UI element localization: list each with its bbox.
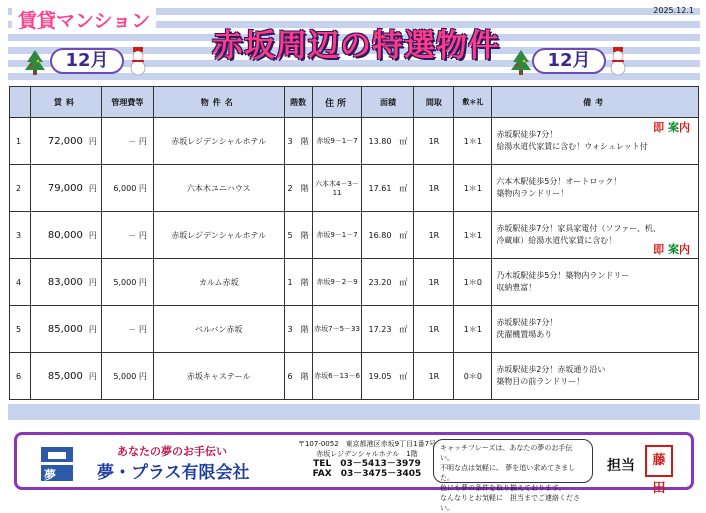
company-logo-icon — [41, 447, 73, 481]
table-row — [10, 353, 699, 400]
notes-line-1: 赤坂駅徒歩7分！ — [496, 130, 558, 139]
category-label: 賃貸マンション — [12, 6, 156, 33]
company-name: 夢・プラス有限会社 — [97, 463, 250, 483]
header-mgmt-fee: 管理費等 — [101, 87, 153, 118]
address-cell: 赤坂9－2－9 — [312, 259, 362, 306]
rent-unit: 円 — [88, 136, 97, 146]
layout-cell: 1R — [414, 165, 454, 212]
staff-label: 担当 — [607, 458, 635, 474]
property-name-cell: 赤坂レジデンシャルホテル — [153, 118, 284, 165]
month-badge-left: 12月 — [50, 48, 124, 74]
building-name: 赤坂レジデンシャルホテル 1階 — [316, 450, 418, 458]
floor-cell: 2 階 — [284, 165, 312, 212]
catchphrase-line: キャッチフレーズは、あなたの夢のお手伝い。 — [440, 444, 573, 462]
notes-cell — [492, 306, 699, 353]
notes-line-2: 収納豊富！ — [496, 283, 537, 292]
table-row — [10, 306, 699, 353]
bottom-band — [8, 404, 700, 420]
christmas-tree-icon — [510, 48, 532, 76]
notes-line-2: 築物内ランドリー！ — [496, 189, 569, 198]
row-number: 5 — [10, 306, 31, 353]
area-cell: 23.20 ㎡ — [362, 259, 414, 306]
header-rent: 賃料 — [30, 87, 101, 118]
rent-cell — [30, 353, 101, 400]
area-cell: 17.23 ㎡ — [362, 306, 414, 353]
notes-line-2: 冷蔵庫）給湯水道代家賃に含む！ — [496, 236, 617, 245]
immediate-viewing-badge: 即 案内 — [653, 243, 690, 256]
property-name-cell: 赤坂レジデンシャルホテル — [153, 212, 284, 259]
floor-cell: 3 階 — [284, 306, 312, 353]
telephone: TEL 03－5413－3979 — [313, 459, 421, 469]
layout-cell: 1R — [414, 353, 454, 400]
rent-unit: 円 — [88, 324, 97, 334]
notes-line-1: 赤坂駅徒歩7分！ — [496, 318, 558, 327]
month-badge-right: 12月 — [532, 48, 606, 74]
mgmt-fee-cell: － 円 — [101, 118, 153, 165]
rent-cell — [30, 165, 101, 212]
issue-date: 2025.12.1 — [653, 6, 694, 15]
rent-cell — [30, 259, 101, 306]
header-area: 面積 — [362, 87, 414, 118]
row-number: 1 — [10, 118, 31, 165]
table-row — [10, 165, 699, 212]
rent-cell — [30, 118, 101, 165]
postal-address: 〒107-0052 東京都港区赤坂9丁目1番7号 — [297, 440, 437, 448]
rent-unit: 円 — [88, 230, 97, 240]
logo-mark: 夢 — [44, 468, 57, 482]
address-cell: 赤坂6－13－6 — [312, 353, 362, 400]
notes-line-1: 乃木坂駅徒歩5分！築物内ランドリー — [496, 271, 630, 280]
address-cell: 赤坂7－5－33 — [312, 306, 362, 353]
rent-value: 80,000 — [47, 229, 83, 241]
catchphrase-line: 色にも夢の条件を取り揃えております。 — [440, 484, 566, 492]
layout-cell: 1R — [414, 306, 454, 353]
deposit-cell: 1＊1 — [454, 212, 492, 259]
deposit-cell: 1＊1 — [454, 306, 492, 353]
floor-cell: 6 階 — [284, 353, 312, 400]
mgmt-fee-cell: － 円 — [101, 306, 153, 353]
row-number: 6 — [10, 353, 31, 400]
notes-cell — [492, 353, 699, 400]
notes-cell — [492, 212, 699, 259]
snowman-icon — [128, 46, 148, 76]
layout-cell: 1R — [414, 118, 454, 165]
rent-value: 79,000 — [47, 182, 83, 194]
notes-cell — [492, 259, 699, 306]
floor-cell: 1 階 — [284, 259, 312, 306]
row-number: 2 — [10, 165, 31, 212]
table-row — [10, 259, 699, 306]
area-cell: 17.61 ㎡ — [362, 165, 414, 212]
rent-cell — [30, 212, 101, 259]
layout-cell: 1R — [414, 259, 454, 306]
address-cell: 赤坂9－1－7 — [312, 212, 362, 259]
layout-cell: 1R — [414, 212, 454, 259]
header-address: 住所 — [312, 87, 362, 118]
header-number — [10, 87, 31, 118]
notes-cell — [492, 165, 699, 212]
notes-line-2: 給湯水道代家賃に含む！ウォシュレット付 — [496, 142, 648, 151]
rent-unit: 円 — [88, 371, 97, 381]
mgmt-fee-cell: 5,000 円 — [101, 259, 153, 306]
deposit-cell: 1＊0 — [454, 259, 492, 306]
snowman-icon — [608, 46, 628, 76]
property-name-cell: カルム赤坂 — [153, 259, 284, 306]
area-cell: 16.80 ㎡ — [362, 212, 414, 259]
catchphrase-line: なんなりとお気軽に 担当までご連絡ください。 — [440, 494, 580, 512]
catchphrase-bubble — [433, 439, 593, 512]
catchphrase-line: 不明な点は気軽に。 夢を追い求めてきました。 — [440, 464, 576, 482]
staff-seal-stamp: 藤田 — [645, 445, 673, 477]
row-number: 3 — [10, 212, 31, 259]
row-number: 4 — [10, 259, 31, 306]
header-floor: 階数 — [284, 87, 312, 118]
table-row — [10, 212, 699, 259]
mgmt-fee-cell: 6,000 円 — [101, 165, 153, 212]
company-tagline: あなたの夢のお手伝い — [117, 445, 227, 458]
property-name-cell: ベルバン赤坂 — [153, 306, 284, 353]
page-title: 赤坂周辺の特選物件 — [212, 28, 500, 64]
property-name-cell: 赤坂キャステール — [153, 353, 284, 400]
property-table — [9, 86, 699, 400]
rent-value: 72,000 — [47, 135, 83, 147]
floor-cell: 5 階 — [284, 212, 312, 259]
deposit-cell: 1＊1 — [454, 118, 492, 165]
notes-line-1: 赤坂駅徒歩2分！赤坂通り沿い — [496, 365, 606, 374]
notes-line-2: 洗濯機置場あり — [496, 330, 553, 339]
header-notes: 備考 — [492, 87, 699, 118]
mgmt-fee-cell: － 円 — [101, 212, 153, 259]
notes-cell — [492, 118, 699, 165]
area-cell: 13.80 ㎡ — [362, 118, 414, 165]
rent-value: 85,000 — [47, 323, 83, 335]
notes-line-1: 六本木駅徒歩5分！オートロック！ — [496, 177, 622, 186]
notes-line-2: 築物目の前ランドリー！ — [496, 377, 585, 386]
header-property-name: 物件名 — [153, 87, 284, 118]
mgmt-fee-cell: 5,000 円 — [101, 353, 153, 400]
header-deposit: 敷＊礼 — [454, 87, 492, 118]
rent-unit: 円 — [88, 277, 97, 287]
deposit-cell: 0＊0 — [454, 353, 492, 400]
company-footer — [14, 432, 694, 512]
christmas-tree-icon — [24, 48, 46, 76]
rent-unit: 円 — [88, 183, 97, 193]
immediate-viewing-badge: 即 案内 — [653, 121, 690, 134]
table-row — [10, 118, 699, 165]
notes-line-1: 赤坂駅徒歩7分！家具家電付（ソファー、机、 — [496, 224, 661, 233]
floor-cell: 3 階 — [284, 118, 312, 165]
header-layout: 間取 — [414, 87, 454, 118]
company-address-block — [287, 439, 447, 479]
property-name-cell: 六本木ユニハウス — [153, 165, 284, 212]
rent-value: 85,000 — [47, 370, 83, 382]
deposit-cell: 1＊1 — [454, 165, 492, 212]
address-cell: 赤坂9－1－7 — [312, 118, 362, 165]
area-cell: 19.05 ㎡ — [362, 353, 414, 400]
address-cell: 六本木4－3－11 — [312, 165, 362, 212]
table-header-row — [10, 87, 699, 118]
rent-cell — [30, 306, 101, 353]
fax: FAX 03－3475－3405 — [312, 469, 422, 479]
rent-value: 83,000 — [47, 276, 83, 288]
